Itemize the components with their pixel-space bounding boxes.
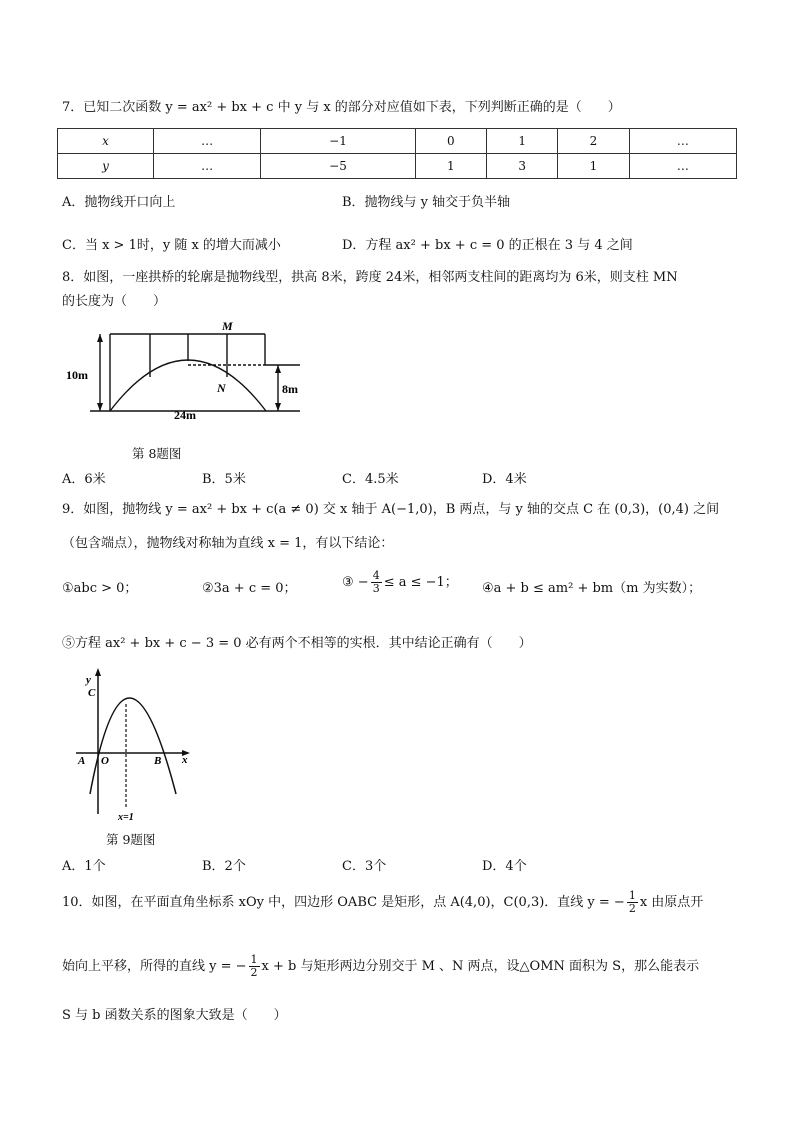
q9-conclusion-5: ⑤方程 ax² + bx + c − 3 = 0 必有两个不相等的实根．其中结论正确有（ ） xyxy=(62,636,532,651)
c3-suffix: ≤ a ≤ −1； xyxy=(383,575,458,590)
q9-conclusion-3 xyxy=(342,570,458,595)
q10-line3: S 与 b 函数关系的图象大致是（ ） xyxy=(62,1008,287,1023)
q9-conclusion-2: ②3a + c = 0； xyxy=(202,581,297,596)
q10-line1-prefix: 10．如图，在平面直角坐标系 xOy 中，四边形 OABC 是矩形，点 A(4,0)，C(0,3)．直线 y = − xyxy=(62,895,625,910)
label-A: A xyxy=(78,755,86,767)
table-row xyxy=(58,129,737,154)
q7-option-c: C．当 x > 1时，y 随 x 的增大而减小 xyxy=(62,238,281,253)
q9-stem-line2: （包含端点），抛物线对称轴为直线 x = 1，有以下结论： xyxy=(62,536,394,551)
q10-line2-prefix: 始向上平移，所得的直线 y = − xyxy=(62,959,247,974)
table-cell: y xyxy=(58,154,154,179)
label-10m: 10m xyxy=(66,368,88,382)
label-M: M xyxy=(222,319,233,333)
label-B: B xyxy=(154,755,162,767)
c3-fraction xyxy=(371,570,382,595)
table-cell: 1 xyxy=(415,154,486,179)
table-cell: 3 xyxy=(487,154,558,179)
table-row xyxy=(58,154,737,179)
table-cell: … xyxy=(154,154,261,179)
q9-conclusion-1: ①abc > 0； xyxy=(62,581,138,596)
q8-option-d: D．4米 xyxy=(482,472,527,487)
label-symmetry-axis: x=1 xyxy=(118,812,134,823)
q9-option-a: A．1个 xyxy=(62,859,106,874)
table-cell: … xyxy=(629,129,736,154)
q7-value-table xyxy=(57,128,737,179)
q7-stem: 7．已知二次函数 y = ax² + bx + c 中 y 与 x 的部分对应值如下表，下列判断正确的是（ ） xyxy=(62,100,621,115)
q9-parabola-figure xyxy=(68,664,198,824)
q8-option-c: C．4.5米 xyxy=(342,472,399,487)
c3-numerator: 4 xyxy=(372,569,380,582)
q9-figure-caption: 第 9题图 xyxy=(106,832,156,847)
table-cell: … xyxy=(629,154,736,179)
q10-line2 xyxy=(62,954,699,979)
q10-line1 xyxy=(62,890,703,915)
table-cell: 1 xyxy=(558,154,629,179)
q10-line2-numerator: 1 xyxy=(250,953,258,966)
q9-option-c: C．3个 xyxy=(342,859,387,874)
label-24m: 24m xyxy=(174,408,196,422)
q10-line2-denominator: 2 xyxy=(250,966,258,979)
q8-stem-line2: 的长度为（ ） xyxy=(62,294,167,309)
c3-denominator: 3 xyxy=(372,582,380,595)
table-cell: 1 xyxy=(487,129,558,154)
table-cell: −5 xyxy=(261,154,415,179)
table-cell: … xyxy=(154,129,261,154)
q9-conclusion-4: ④a + b ≤ am² + bm（m 为实数）； xyxy=(482,581,702,596)
q9-option-d: D．4个 xyxy=(482,859,527,874)
q10-line1-fraction xyxy=(627,890,638,915)
q10-line2-suffix: x + b 与矩形两边分别交于 M 、N 两点，设△OMN 面积为 S，那么能表示 xyxy=(261,959,700,974)
c3-prefix: ③ − xyxy=(342,575,369,590)
q8-option-b: B．5米 xyxy=(202,472,246,487)
q9-stem-line1: 9．如图，抛物线 y = ax² + bx + c(a ≠ 0) 交 x 轴于 A(−1,0)，B 两点，与 y 轴的交点 C 在 (0,3)，(0,4) 之间 xyxy=(62,502,720,517)
table-cell: x xyxy=(58,129,154,154)
table-cell: −1 xyxy=(261,129,415,154)
q9-option-b: B．2个 xyxy=(202,859,246,874)
label-x: x xyxy=(182,754,188,766)
q7-option-a: A．抛物线开口向上 xyxy=(62,195,176,210)
label-y: y xyxy=(86,674,91,686)
label-8m: 8m xyxy=(282,382,298,396)
table-cell: 0 xyxy=(415,129,486,154)
label-O: O xyxy=(101,755,109,767)
label-N: N xyxy=(217,381,226,395)
q10-line1-suffix: x 由原点开 xyxy=(639,895,704,910)
q8-stem-line1: 8．如图，一座拱桥的轮廓是抛物线型，拱高 8米，跨度 24米，相邻两支柱间的距离均为 6米，则支柱 MN xyxy=(62,270,678,285)
q8-bridge-figure xyxy=(60,315,305,427)
q10-line1-denominator: 2 xyxy=(628,902,636,915)
q7-option-d: D．方程 ax² + bx + c = 0 的正根在 3 与 4 之间 xyxy=(342,238,633,253)
q8-figure-caption: 第 8题图 xyxy=(132,446,182,461)
q8-option-a: A．6米 xyxy=(62,472,106,487)
q10-line1-numerator: 1 xyxy=(628,889,636,902)
table-cell: 2 xyxy=(558,129,629,154)
q10-line2-fraction xyxy=(249,954,260,979)
q7-option-b: B．抛物线与 y 轴交于负半轴 xyxy=(342,195,511,210)
label-C: C xyxy=(88,687,96,699)
